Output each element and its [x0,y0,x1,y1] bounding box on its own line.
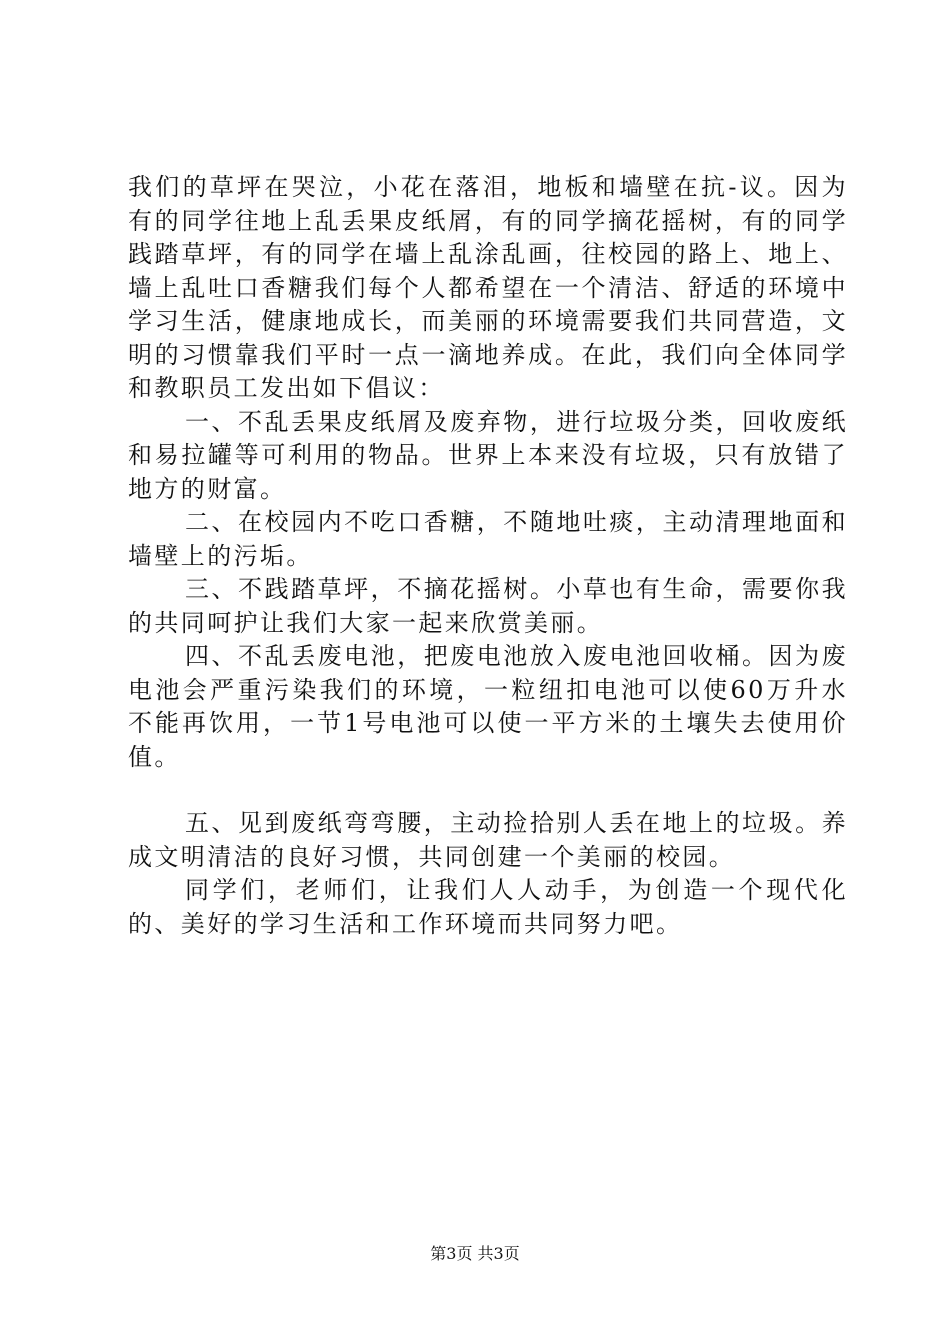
proposal-item-1: 一、不乱丢果皮纸屑及废弃物，进行垃圾分类，回收废纸和易拉罐等可利用的物品。世界上本来没有垃圾，只有放错了地方的财富。 [128,407,848,503]
proposal-item-2: 二、在校园内不吃口香糖，不随地吐痰，主动清理地面和墙壁上的污垢。 [128,508,848,570]
intro-paragraph: 我们的草坪在哭泣，小花在落泪，地板和墙壁在抗-议。因为有的同学往地上乱丢果皮纸屑，有的同学摘花摇树，有的同学践踏草坪，有的同学在墙上乱涂乱画，往校园的路上、地上、墙上乱吐口香糖我们每个人都希望在一个清洁、舒适的环境中学习生活，健康地成长，而美丽的环境需要我们共同营造，文明的习惯靠我们平时一点一滴地养成。在此，我们向全体同学和教职员工发出如下倡议： [128,173,848,402]
proposal-item-3: 三、不践踏草坪，不摘花摇树。小草也有生命，需要你我的共同呵护让我们大家一起来欣赏美丽。 [128,575,848,637]
page-number-footer: 第3页 共3页 [430,1244,520,1263]
proposal-item-5: 五、见到废纸弯弯腰，主动捡拾别人丢在地上的垃圾。养成文明清洁的良好习惯，共同创建一个美丽的校园。 [128,809,848,871]
proposal-item-4: 四、不乱丢废电池，把废电池放入废电池回收桶。因为废电池会严重污染我们的环境，一粒纽扣电池可以使60万升水不能再饮用，一节1号电池可以使一平方米的土壤失去使用价值。 [128,642,848,771]
document-body [128,171,848,941]
closing-paragraph: 同学们，老师们，让我们人人动手，为创造一个现代化的、美好的学习生活和工作环境而共同努力吧。 [128,876,848,938]
